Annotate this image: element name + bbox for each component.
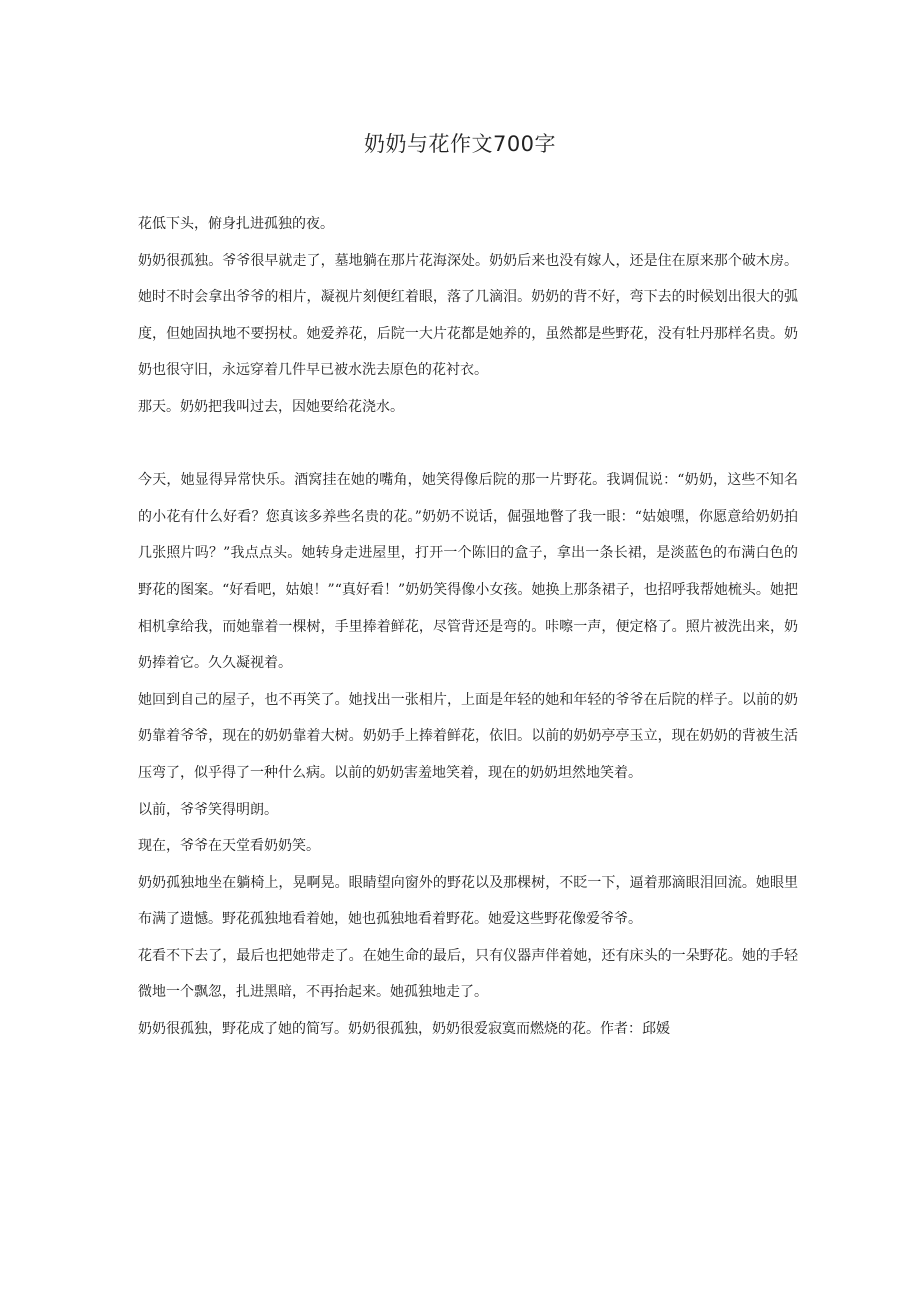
paragraph-7: 现在，爷爷在天堂看奶奶笑。	[138, 838, 320, 855]
paragraph-4: 今天，她显得异常快乐。酒窝挂在她的嘴角，她笑得像后院的那一片野花。我调侃说：“奶奶，这些不知名的小花有什么好看？您真该多养些名贵的花。”奶奶不说话，倔强地瞥了我一眼：“姑娘嘿，你愿意给奶奶拍几张照片吗？”我点点头。她转身走进屋里，打开一个陈旧的盒子，拿出一条长裙，是淡蓝色的布满白色的野花的图案。“好看吧，姑娘！”“真好看！”奶奶笑得像小女孩。她换上那条裙子，也招呼我帮她梳头。她把相机拿给我，而她靠着一棵树，手里捧着鲜花，尽管背还是弯的。咔嚓一声，便定格了。照片被洗出来，奶奶捧着它。久久凝视着。	[138, 472, 798, 672]
paragraph-gap	[138, 426, 798, 463]
paragraph-9: 花看不下去了，最后也把她带走了。在她生命的最后，只有仪器声伴着她，还有床头的一朵野花。她的手轻微地一个飘忽，扎进黑暗，不再抬起来。她孤独地走了。	[138, 947, 798, 1001]
paragraph-1: 花低下头，俯身扎进孤独的夜。	[138, 216, 334, 232]
paragraph-10: 奶奶很孤独，野花成了她的简写。奶奶很孤独，奶奶很爱寂寞而燃烧的花。作者：邱媛	[138, 1021, 670, 1038]
document-title: 奶奶与花作文700字	[363, 132, 557, 156]
paragraph-8: 奶奶孤独地坐在躺椅上，晃啊晃。眼睛望向窗外的野花以及那棵树，不眨一下，逼着那滴眼泪回流。她眼里布满了遗憾。野花孤独地看着她，她也孤独地看着野花。她爱这些野花像爱爷爷。	[138, 874, 798, 928]
paragraph-2: 奶奶很孤独。爷爷很早就走了，墓地躺在那片花海深处。奶奶后来也没有嫁人，还是住在原来那个破木房。她时不时会拿出爷爷的相片，凝视片刻便红着眼，落了几滴泪。奶奶的背不好，弯下去的时候划出很大的弧度，但她固执地不要拐杖。她爱养花，后院一大片花都是她养的，虽然都是些野花，没有牡丹那样名贵。奶奶也很守旧，永远穿着几件早已被水洗去原色的花衬衣。	[138, 252, 798, 379]
paragraph-6: 以前，爷爷笑得明朗。	[138, 801, 278, 818]
document-body	[138, 206, 798, 1048]
paragraph-3: 那天。奶奶把我叫过去，因她要给花浇水。	[138, 398, 404, 415]
paragraph-5: 她回到自己的屋子，也不再笑了。她找出一张相片，上面是年轻的她和年轻的爷爷在后院的样子。以前的奶奶靠着爷爷，现在的奶奶靠着大树。奶奶手上捧着鲜花，依旧。以前的奶奶亭亭玉立，现在奶奶的背被生活压弯了，似乎得了一种什么病。以前的奶奶害羞地笑着，现在的奶奶坦然地笑着。	[138, 691, 798, 781]
